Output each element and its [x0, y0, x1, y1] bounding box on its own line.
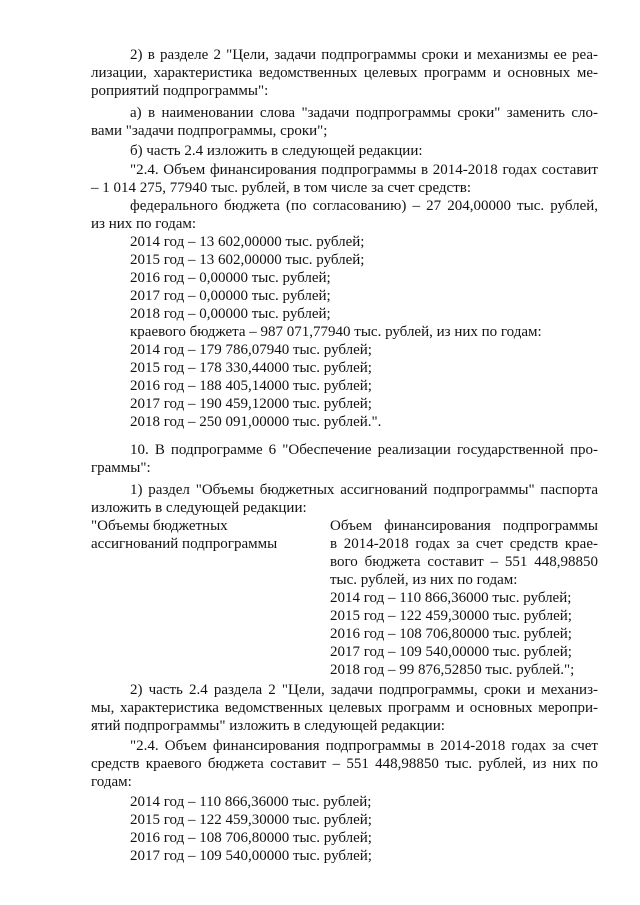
quote-line: – 1 014 275, 77940 тыс. рублей, в том числе за счет средств: [91, 180, 472, 196]
year-line: 2017 год – 190 459,12000 тыс. рублей; [130, 396, 372, 412]
paragraph-line: а) в наименовании слова "задачи подпрограммы сроки" заменить сло- [130, 105, 598, 121]
year-line: 2018 год – 250 091,00000 тыс. рублей.". [130, 414, 382, 430]
paragraph-line: 2) в разделе 2 "Цели, задачи подпрограммы сроки и механизмы ее реа- [130, 47, 598, 63]
quote-line: "2.4. Объем финансирования подпрограммы в 2014-2018 годах за счет [130, 738, 598, 754]
quote-line: "2.4. Объем финансирования подпрограммы в 2014-2018 годах составит [130, 162, 598, 178]
table-right-cell-line: Объем финансирования подпрограммы [330, 518, 598, 534]
regional-budget-line: краевого бюджета – 987 071,77940 тыс. рублей, из них по годам: [130, 324, 542, 340]
paragraph-line: мы, характеристика ведомственных целевых программ и основных меропри- [91, 700, 598, 716]
year-line: 2017 год – 109 540,00000 тыс. рублей; [130, 848, 372, 864]
federal-budget-line: федерального бюджета (по согласованию) – 27 204,00000 тыс. рублей, [130, 198, 598, 214]
year-line: 2015 год – 122 459,30000 тыс. рублей; [130, 812, 372, 828]
section-heading-line: 10. В подпрограмме 6 "Обеспечение реализации государственной про- [130, 442, 598, 458]
year-line: 2018 год – 0,00000 тыс. рублей; [130, 306, 331, 322]
paragraph-line: вами "задачи подпрограммы, сроки"; [91, 123, 328, 139]
year-line: 2016 год – 188 405,14000 тыс. рублей; [130, 378, 372, 394]
year-line: 2014 год – 110 866,36000 тыс. рублей; [330, 590, 572, 606]
paragraph-line: роприятий подпрограммы": [91, 83, 269, 99]
paragraph-line: 1) раздел "Объемы бюджетных ассигнований подпрограммы" паспорта [130, 482, 598, 498]
quote-line: средств краевого бюджета составит – 551 448,98850 тыс. рублей, из них по [91, 756, 598, 772]
year-line: 2015 год – 178 330,44000 тыс. рублей; [130, 360, 372, 376]
year-line: 2017 год – 109 540,00000 тыс. рублей; [330, 644, 572, 660]
year-line: 2015 год – 13 602,00000 тыс. рублей; [130, 252, 365, 268]
year-line: 2018 год – 99 876,52850 тыс. рублей."; [330, 662, 575, 678]
paragraph-line: лизации, характеристика ведомственных целевых программ и основных ме- [91, 65, 598, 81]
year-line: 2014 год – 110 866,36000 тыс. рублей; [130, 794, 372, 810]
paragraph-line: изложить в следующей редакции: [91, 500, 307, 516]
table-right-cell-line: вого бюджета составит – 551 448,98850 [330, 554, 598, 570]
paragraph-line: б) часть 2.4 изложить в следующей редакции: [130, 143, 423, 159]
year-line: 2016 год – 108 706,80000 тыс. рублей; [330, 626, 572, 642]
year-line: 2017 год – 0,00000 тыс. рублей; [130, 288, 331, 304]
year-line: 2016 год – 108 706,80000 тыс. рублей; [130, 830, 372, 846]
year-line: 2014 год – 13 602,00000 тыс. рублей; [130, 234, 365, 250]
federal-budget-line: из них по годам: [91, 216, 197, 232]
year-line: 2014 год – 179 786,07940 тыс. рублей; [130, 342, 372, 358]
table-right-cell-line: тыс. рублей, из них по годам: [330, 572, 518, 588]
table-right-cell-line: в 2014-2018 годах за счет средств крае- [330, 536, 598, 552]
section-heading-line: граммы": [91, 460, 151, 476]
year-line: 2015 год – 122 459,30000 тыс. рублей; [330, 608, 572, 624]
table-left-cell-line: "Объемы бюджетных [91, 518, 228, 534]
quote-line: годам: [91, 774, 132, 790]
paragraph-line: ятий подпрограммы" изложить в следующей редакции: [91, 718, 445, 734]
paragraph-line: 2) часть 2.4 раздела 2 "Цели, задачи подпрограммы, сроки и механиз- [130, 682, 598, 698]
year-line: 2016 год – 0,00000 тыс. рублей; [130, 270, 331, 286]
table-left-cell-line: ассигнований подпрограммы [91, 536, 278, 552]
